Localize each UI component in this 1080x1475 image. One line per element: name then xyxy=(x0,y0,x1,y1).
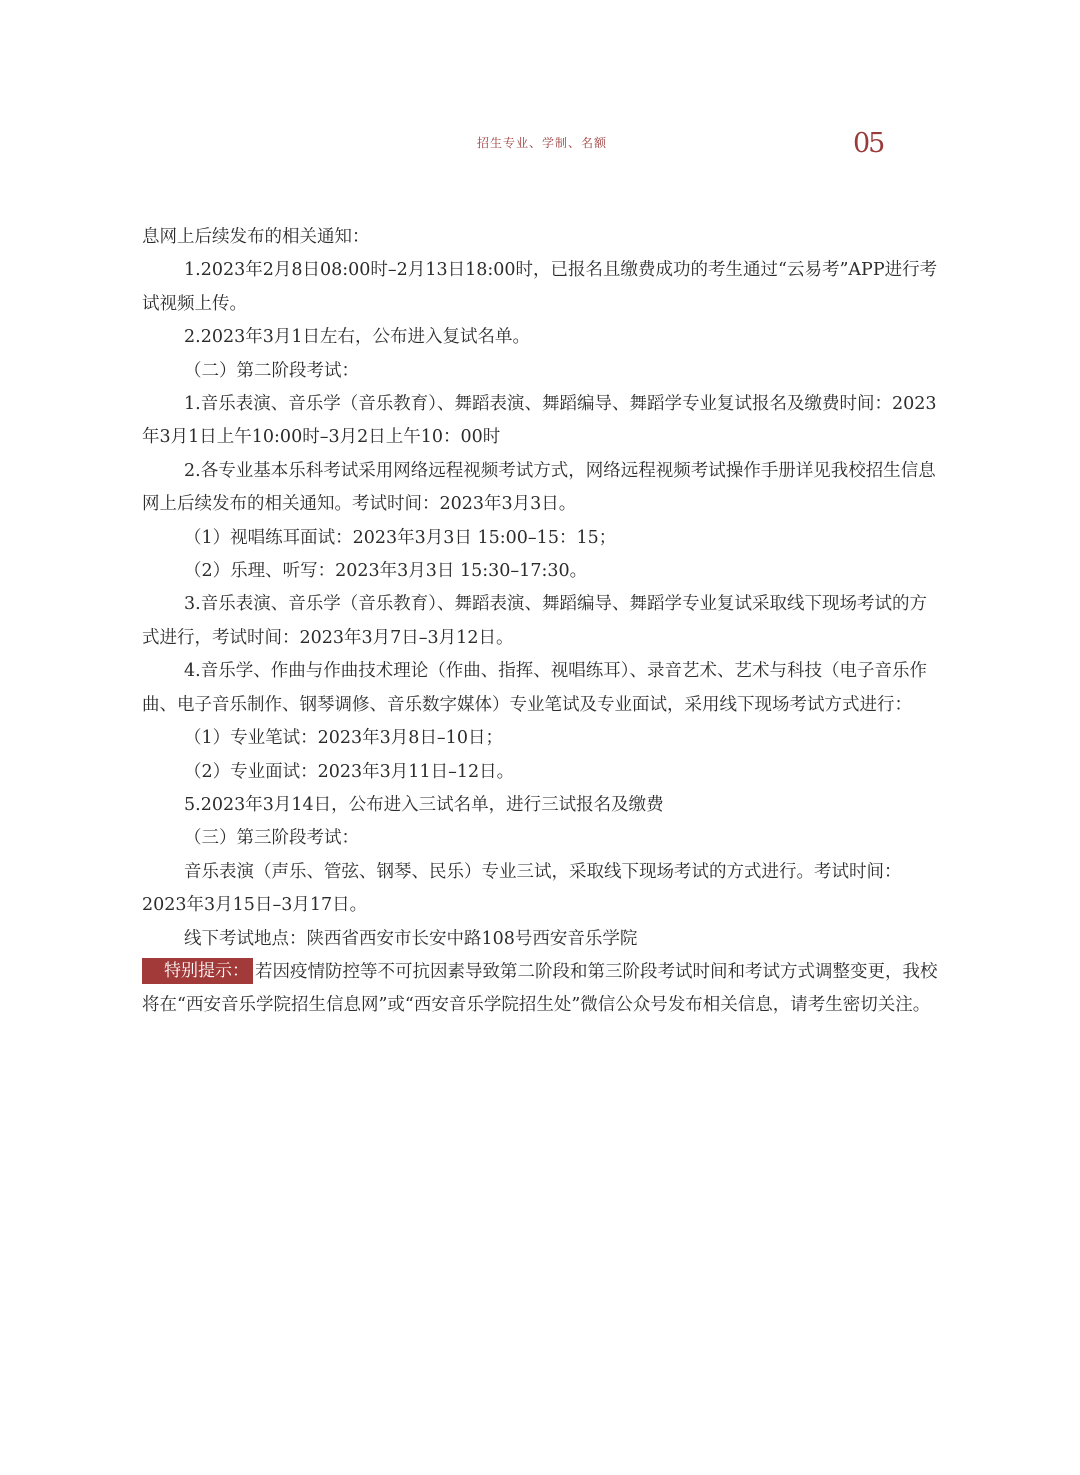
document-body xyxy=(142,221,942,1023)
paragraph-music-theory: （2）乐理、听写：2023年3月3日 15:30–17:30。 xyxy=(184,561,588,582)
notice-badge: 特别提示： xyxy=(142,958,253,984)
paragraph-sight-singing: （1）视唱练耳面试：2023年3月3日 15:00–15：15； xyxy=(184,527,617,548)
paragraph-stage-three: 音乐表演（声乐、管弦、钢琴、民乐）专业三试，采取线下现场考试的方式进行。考试时间：2023年3月15日–3月17日。 xyxy=(142,861,902,916)
paragraph-stage-two-registration: 1.音乐表演、音乐学（音乐教育）、舞蹈表演、舞蹈编导、舞蹈学专业复试报名及缴费时间：2023年3月1日上午10:00时–3月2日上午10：00时 xyxy=(142,394,937,448)
paragraph-onsite-retest: 3.音乐表演、音乐学（音乐教育）、舞蹈表演、舞蹈编导、舞蹈学专业复试采取线下现场考试的方式进行，考试时间：2023年3月7日–3月12日。 xyxy=(142,594,927,648)
paragraph-remote-exam: 2.各专业基本乐科考试采用网络远程视频考试方式，网络远程视频考试操作手册详见我校招生信息网上后续发布的相关通知。考试时间：2023年3月3日。 xyxy=(142,460,936,515)
heading-stage-two: （二）第二阶段考试： xyxy=(184,360,359,381)
paragraph-written-interview: 4.音乐学、作曲与作曲技术理论（作曲、指挥、视唱练耳）、录音艺术、艺术与科技（电子音乐作曲、电子音乐制作、钢琴调修、音乐数字媒体）专业笔试及专业面试，采用线下现场考试方式进行： xyxy=(142,661,927,715)
paragraph-third-list: 5.2023年3月14日，公布进入三试名单，进行三试报名及缴费 xyxy=(184,794,664,815)
special-notice xyxy=(142,956,942,1023)
paragraph-continuation: 息网上后续发布的相关通知： xyxy=(142,227,370,247)
heading-stage-three: （三）第三阶段考试： xyxy=(184,828,359,849)
paragraph-exam-location: 线下考试地点：陕西省西安市长安中路108号西安音乐学院 xyxy=(184,928,638,949)
page-number: 05 xyxy=(853,128,884,159)
paragraph-video-upload: 1.2023年2月8日08:00时–2月13日18:00时，已报名且缴费成功的考生通过“云易考”APP进行考试视频上传。 xyxy=(142,260,938,314)
paragraph-retest-list: 2.2023年3月1日左右，公布进入复试名单。 xyxy=(184,327,530,348)
paragraph-interview: （2）专业面试：2023年3月11日–12日。 xyxy=(184,761,515,782)
paragraph-written-exam: （1）专业笔试：2023年3月8日–10日； xyxy=(184,728,503,749)
notice-text: 若因疫情防控等不可抗因素导致第二阶段和第三阶段考试时间和考试方式调整变更，我校将在“西安音乐学院招生信息网”或“西安音乐学院招生处”微信公众号发布相关信息，请考生密切关注。 xyxy=(142,961,938,1016)
section-title: 招生专业、学制、名额 xyxy=(477,136,608,150)
